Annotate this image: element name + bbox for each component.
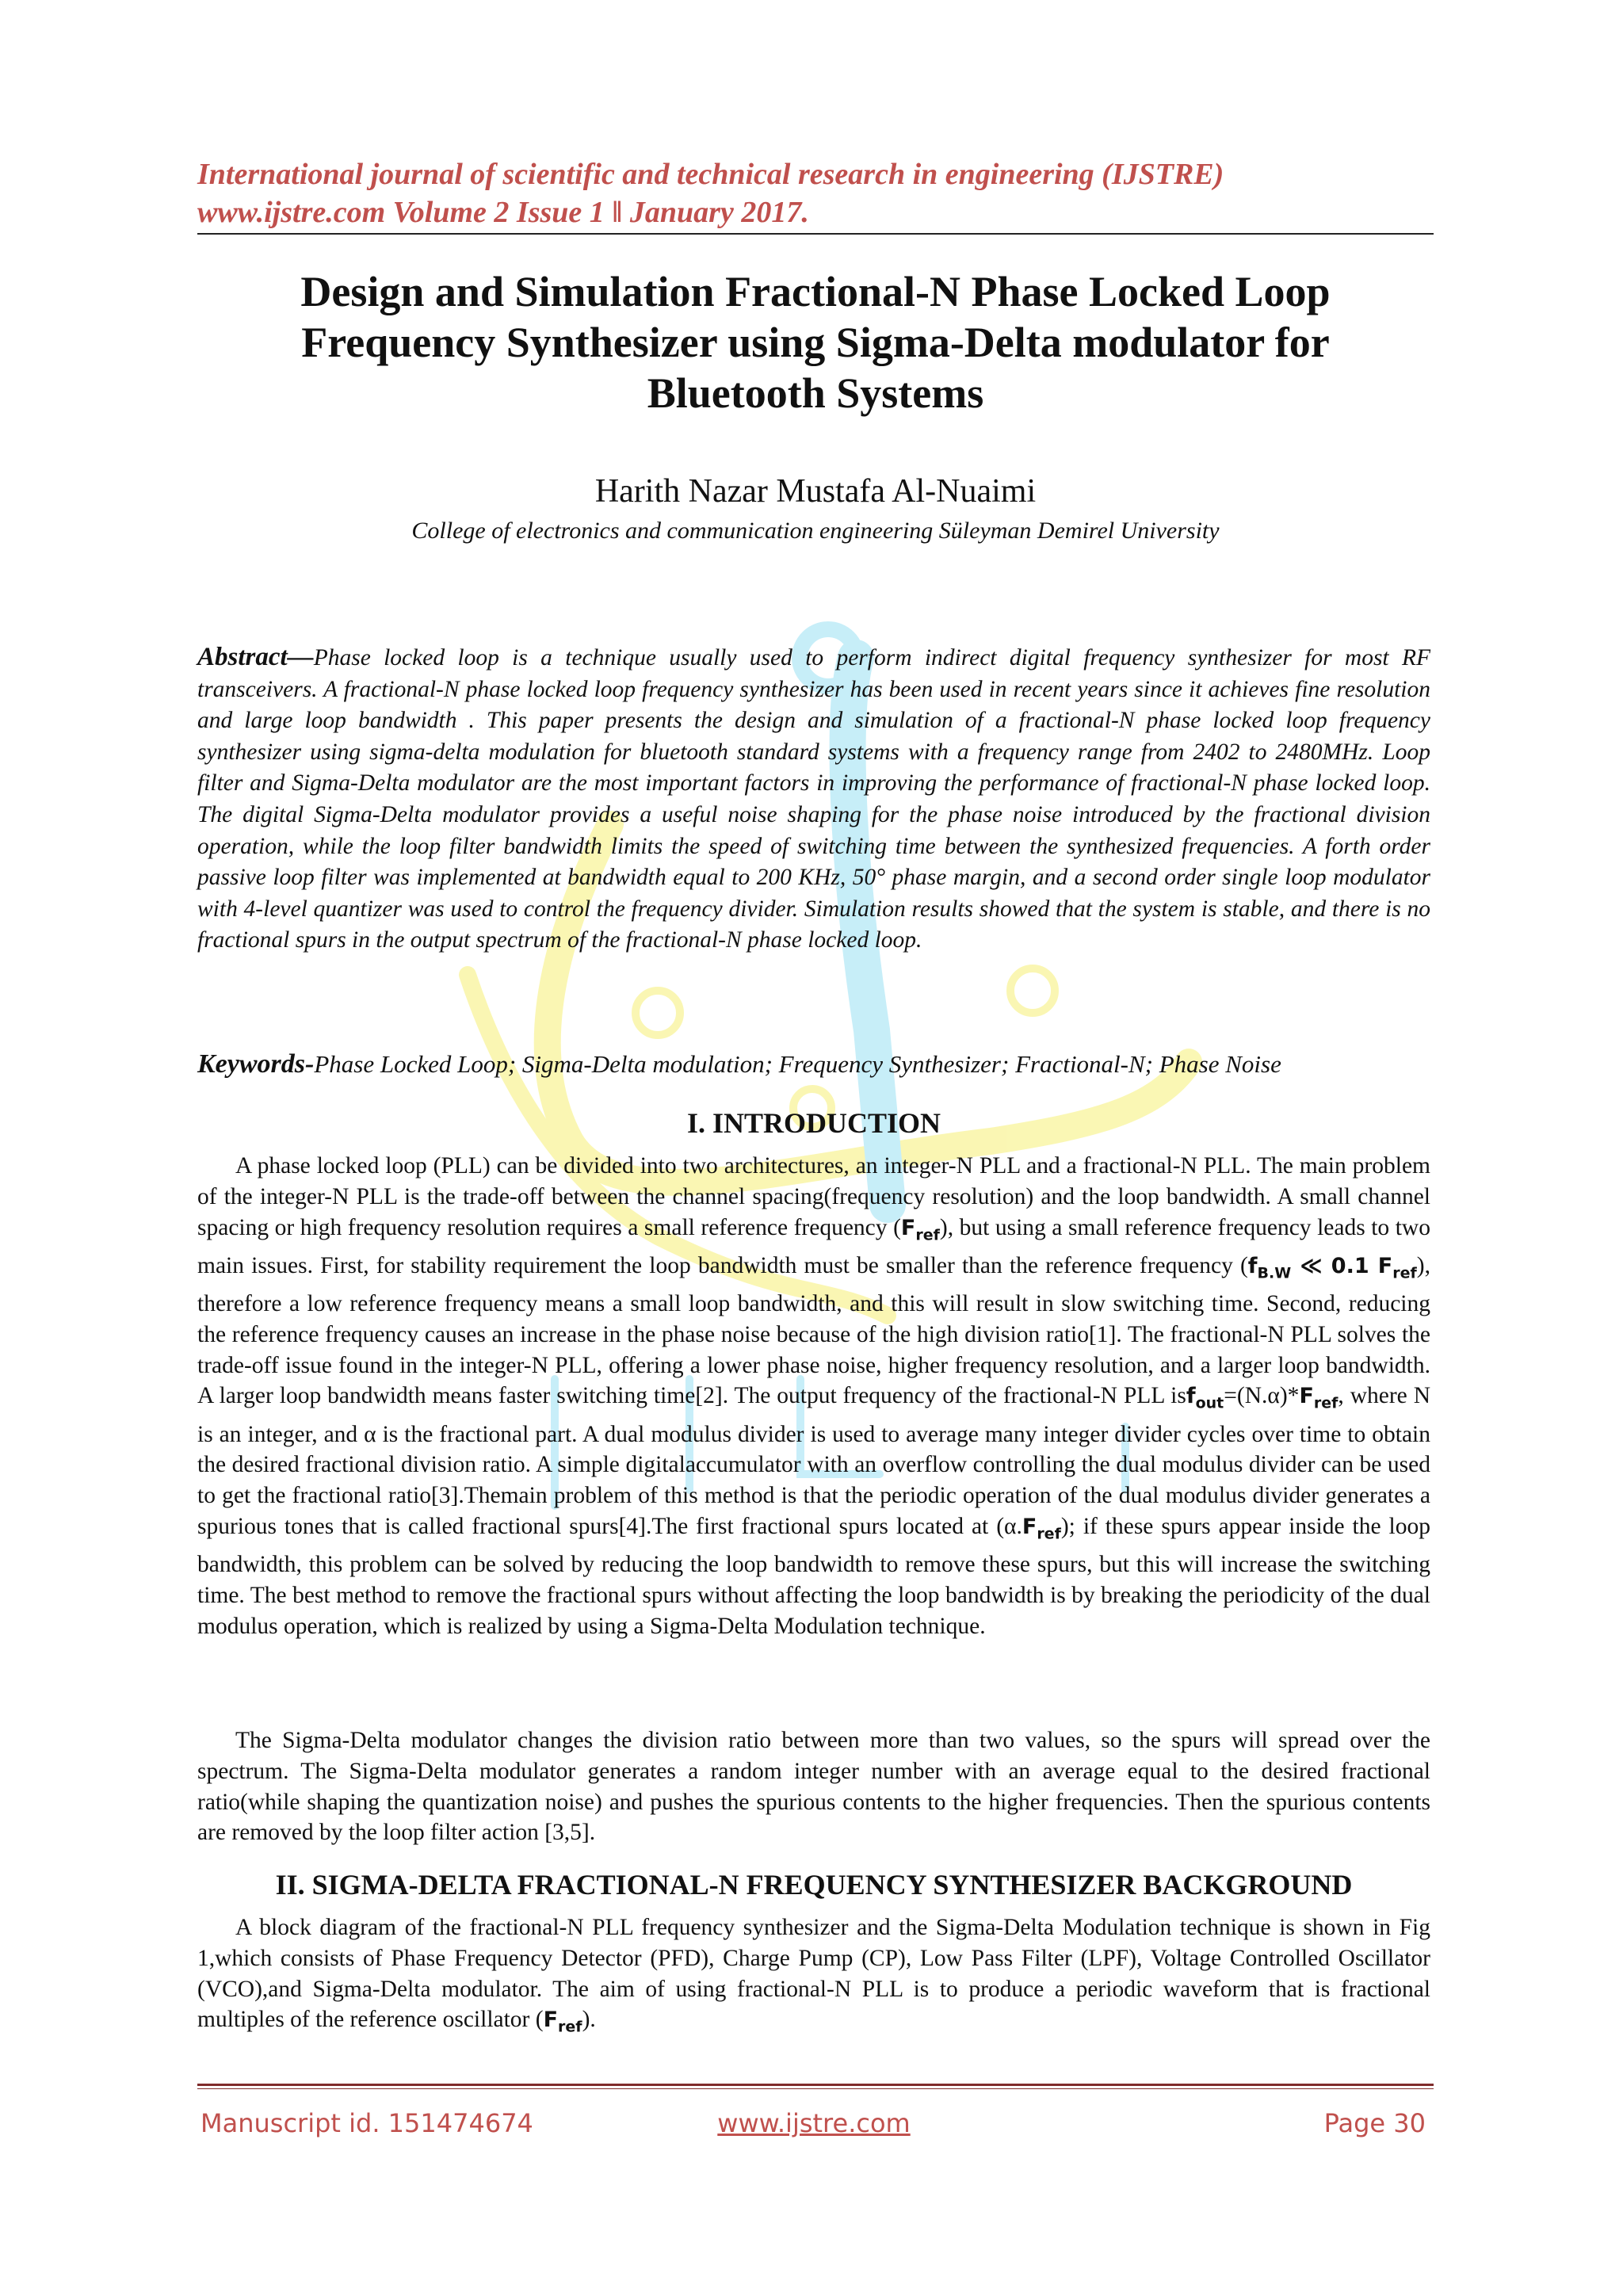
math-subscript: ref <box>1392 1264 1417 1282</box>
math-fbw-condition <box>1247 1253 1417 1282</box>
background-paragraph-1 <box>197 1912 1430 2043</box>
math-symbol: f <box>1247 1253 1258 1278</box>
title-line-1: Design and Simulation Fractional-N Phase Locked Loop <box>300 268 1331 315</box>
keywords-label: Keywords- <box>197 1049 315 1079</box>
math-fref <box>900 1215 940 1244</box>
title-line-2: Frequency Synthesizer using Sigma-Delta modulator for <box>301 319 1330 366</box>
intro-p1-part-c: ), therefore a low reference frequency means a small loop bandwidth, and this will result in slow switching time. Second, reducing the reference frequency causes an increase in the phase noise because of the high division ratio[1]. The fractional-N PLL solves the trade-off issue found in the integer-N PLL, offering a lower phase noise, higher frequency resolution, and a larger loop bandwidth. A larger loop bandwidth means faster switching time[2]. The output frequency of the fractional-N PLL is <box>197 1252 1430 1409</box>
title-line-3: Bluetooth Systems <box>647 369 984 417</box>
journal-header <box>197 155 1434 231</box>
intro-p1-part-b: ), but using a small reference frequency leads to two main issues. First, for stability requirement the loop bandwidth must be smaller than the reference frequency ( <box>197 1214 1430 1278</box>
intro-paragraph-2: The Sigma-Delta modulator changes the division ratio between more than two values, so the spurs will spread over the spectrum. The Sigma-Delta modulator generates a random integer number with an average equal to the desired fractional ratio(while shaping the quantization noise) and pushes the spurious contents to the higher frequencies. Then the spurious contents are removed by the loop filter action [3,5]. <box>197 1728 1430 1846</box>
math-subscript: ref <box>915 1225 940 1244</box>
intro-p1-part-f: ); if these spurs appear inside the loop bandwidth, this problem can be solved by reducing the loop bandwidth to remove these spurs, but this will increase the switching time. The best method to remove the fractional spurs without affecting the loop bandwidth is by breaking the periodicity of the dual modulus operation, which is realized by using a Sigma-Delta Modulation technique. <box>197 1513 1430 1639</box>
header-rule <box>197 233 1434 235</box>
intro-p1-part-a: A phase locked loop (PLL) can be divided into two architectures, an integer-N PLL and a fractional-N PLL. The main problem of the integer-N PLL is the trade-off between the channel spacing(frequency resolution) and the loop bandwidth. A small channel spacing or high frequency resolution requires a small reference frequency ( <box>197 1153 1430 1240</box>
math-fref <box>1299 1384 1338 1412</box>
paper-title <box>197 266 1434 418</box>
math-operator: ≪ 0.1 <box>1291 1253 1378 1278</box>
page-number: Page 30 <box>1323 2108 1426 2138</box>
journal-issue: www.ijstre.com Volume 2 Issue 1 ǁ January 2017. <box>197 196 809 229</box>
bg-p1-part-b: ). <box>582 2007 596 2033</box>
author-affiliation: College of electronics and communication engineering Süleyman Demirel University <box>411 518 1220 544</box>
math-symbol: F <box>900 1215 916 1240</box>
math-subscript: B.W <box>1257 1264 1292 1282</box>
footer-rule-thin <box>197 2088 1434 2089</box>
math-subscript: ref <box>1037 1525 1061 1543</box>
section-heading-background: II. SIGMA-DELTA FRACTIONAL-N FREQUENCY SYNTHESIZER BACKGROUND <box>275 1869 1353 1901</box>
math-symbol: F <box>543 2008 559 2033</box>
math-fref <box>543 2008 582 2036</box>
intro-p1-part-e: , where N is an integer, and α is the fractional part. A dual modulus divider is used to average many integer divider cycles over time to obtain the desired fractional division ratio. A simple digitalaccumulator with an overflow controlling the dual modulus divider can be used to get the fractional ratio[3].Themain problem of this method is that the periodic operation of the dual modulus divider generates a spurious tones that is called fractional spurs[4].The first fractional spurs located at (α. <box>197 1383 1430 1539</box>
math-subscript: ref <box>558 2018 582 2036</box>
math-subscript: ref <box>1313 1394 1338 1412</box>
footer-rule <box>197 2084 1434 2086</box>
math-fout <box>1186 1384 1224 1412</box>
math-symbol: F <box>1377 1253 1393 1278</box>
page-footer <box>197 2108 1430 2143</box>
math-symbol: f <box>1186 1384 1196 1409</box>
math-symbol: F <box>1299 1384 1314 1409</box>
intro-paragraph-1 <box>197 1151 1430 1642</box>
abstract <box>197 642 1430 957</box>
journal-website-link[interactable]: www.ijstre.com <box>717 2108 911 2138</box>
abstract-label: Abstract— <box>197 643 314 671</box>
keywords <box>197 1049 1430 1080</box>
manuscript-id: Manuscript id. 151474674 <box>200 2108 533 2138</box>
bg-p1-part-a: A block diagram of the fractional-N PLL frequency synthesizer and the Sigma-Delta Modulation technique is shown in Fig 1,which consists of Phase Frequency Detector (PFD), Charge Pump (CP), Low Pass Filter (LPF), Voltage Controlled Oscillator (VCO),and Sigma-Delta modulator. The aim of using fractional-N PLL is to produce a periodic waveform that is fractional multiples of the reference oscillator ( <box>197 1915 1430 2033</box>
math-subscript: out <box>1195 1394 1224 1412</box>
keywords-text: Phase Locked Loop; Sigma-Delta modulation; Frequency Synthesizer; Fractional-N; Phase Noise <box>314 1050 1281 1078</box>
math-symbol: F <box>1022 1514 1037 1539</box>
math-fref <box>1022 1514 1061 1543</box>
journal-name: International journal of scientific and technical research in engineering (IJSTRE) <box>197 158 1224 191</box>
author-name: Harith Nazar Mustafa Al-Nuaimi <box>594 473 1037 510</box>
abstract-text: Phase locked loop is a technique usually used to perform indirect digital frequency synthesizer for most RF transceivers. A fractional-N phase locked loop frequency synthesizer has been used in recent years since it achieves fine resolution and large loop bandwidth . This paper presents the design and simulation of a fractional-N phase locked loop frequency synthesizer using sigma-delta modulation for bluetooth standard systems with a frequency range from 2402 to 2480MHz. Loop filter and Sigma-Delta modulator are the most important factors in improving the performance of fractional-N phase locked loop. The digital Sigma-Delta modulator provides a useful noise shaping for the phase noise introduced by the fractional division operation, while the loop filter bandwidth limits the speed of switching time between the synthesized frequencies. A forth order passive loop filter was implemented at bandwidth equal to 200 KHz, 50° phase margin, and a second order single loop modulator with 4-level quantizer was used to control the frequency divider. Simulation results showed that the system is stable, and there is no fractional spurs in the output spectrum of the fractional-N phase locked loop. <box>197 645 1430 953</box>
section-heading-introduction: I. INTRODUCTION <box>686 1107 941 1139</box>
intro-p1-part-d: =(N.α)* <box>1224 1383 1300 1409</box>
